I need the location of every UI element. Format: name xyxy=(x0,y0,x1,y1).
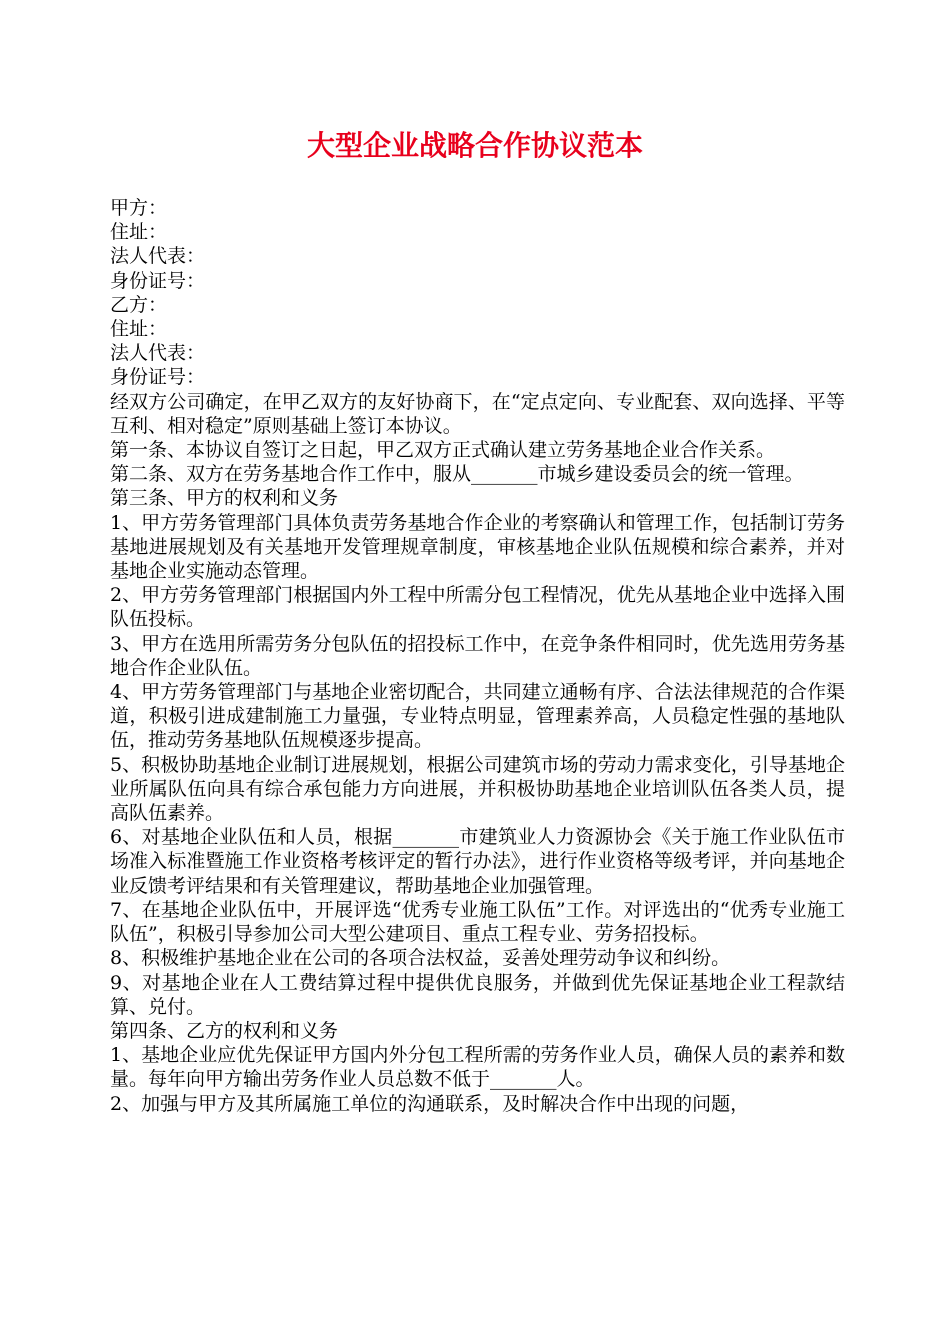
article-3-item-3: 3、甲方在选用所需劳务分包队伍的招投标工作中，在竞争条件相同时，优先选用劳务基地合作企业队伍。 xyxy=(110,632,845,679)
party-a-line: 甲方： xyxy=(110,197,168,219)
article-1-paragraph: 第一条、本协议自签订之日起，甲乙双方正式确认建立劳务基地企业合作关系。 xyxy=(110,439,776,462)
party-a-legal-rep-line: 法人代表： xyxy=(110,245,206,268)
party-b-address-line: 住址： xyxy=(110,318,168,341)
article-4-item-1: 1、基地企业应优先保证甲方国内外分包工程所需的劳务作业人员，确保人员的素养和数量。每年向甲方输出劳务作业人员总数不低于_______人。 xyxy=(110,1044,845,1091)
party-a-id-line: 身份证号： xyxy=(110,269,206,292)
article-3-item-5: 5、积极协助基地企业制订进展规划，根据公司建筑市场的劳动力需求变化，引导基地企业所属队伍向具有综合承包能力方向进展，并积极协助基地企业培训队伍各类人员，提高队伍素养。 xyxy=(110,753,845,825)
article-3-item-2: 2、甲方劳务管理部门根据国内外工程中所需分包工程情况，优先从基地企业中选择入围队伍投标。 xyxy=(110,584,845,631)
article-4-heading: 第四条、乙方的权利和义务 xyxy=(110,1019,339,1042)
article-3-item-4: 4、甲方劳务管理部门与基地企业密切配合，共同建立通畅有序、合法法律规范的合作渠道，积极引进成建制施工力量强，专业特点明显，管理素养高，人员稳定性强的基地队伍，推动劳务基地队伍规模逐步提高。 xyxy=(110,681,845,752)
document-title: 大型企业战略合作协议范本 xyxy=(306,129,643,162)
preamble-paragraph: 经双方公司确定，在甲乙双方的友好协商下，在“定点定向、专业配套、双向选择、平等互利、相对稳定”原则基础上签订本协议。 xyxy=(110,390,845,437)
document-body xyxy=(110,196,845,1116)
party-a-address-line: 住址： xyxy=(110,221,168,244)
party-b-legal-rep-line: 法人代表： xyxy=(110,342,206,365)
article-3-item-7: 7、在基地企业队伍中，开展评选“优秀专业施工队伍”工作。对评选出的“优秀专业施工队伍”，积极引导参加公司大型公建项目、重点工程专业、劳务招投标。 xyxy=(110,898,845,946)
party-b-id-line: 身份证号： xyxy=(110,366,206,389)
article-3-heading: 第三条、甲方的权利和义务 xyxy=(110,487,339,510)
article-3-item-1: 1、甲方劳务管理部门具体负责劳务基地合作企业的考察确认和管理工作，包括制订劳务基地进展规划及有关基地开发管理规章制度，审核基地企业队伍规模和综合素养，并对基地企业实施动态管理。 xyxy=(110,511,845,583)
article-3-item-8: 8、积极维护基地企业在公司的各项合法权益，妥善处理劳动争议和纠纷。 xyxy=(110,947,731,970)
article-3-item-6: 6、对基地企业队伍和人员，根据_______市建筑业人力资源协会《关于施工作业队伍市场准入标准暨施工作业资格考核评定的暂行办法》，进行作业资格等级考评，并向基地企业反馈考评结果和有关管理建议，帮助基地企业加强管理。 xyxy=(110,826,845,897)
article-4-item-2: 2、加强与甲方及其所属施工单位的沟通联系，及时解决合作中出现的问题， xyxy=(110,1092,750,1115)
article-2-paragraph: 第二条、双方在劳务基地合作工作中，服从_______市城乡建设委员会的统一管理。 xyxy=(110,463,804,486)
article-3-item-9: 9、对基地企业在人工费结算过程中提供优良服务，并做到优先保证基地企业工程款结算、兑付。 xyxy=(110,971,845,1018)
party-b-line: 乙方： xyxy=(110,293,168,316)
